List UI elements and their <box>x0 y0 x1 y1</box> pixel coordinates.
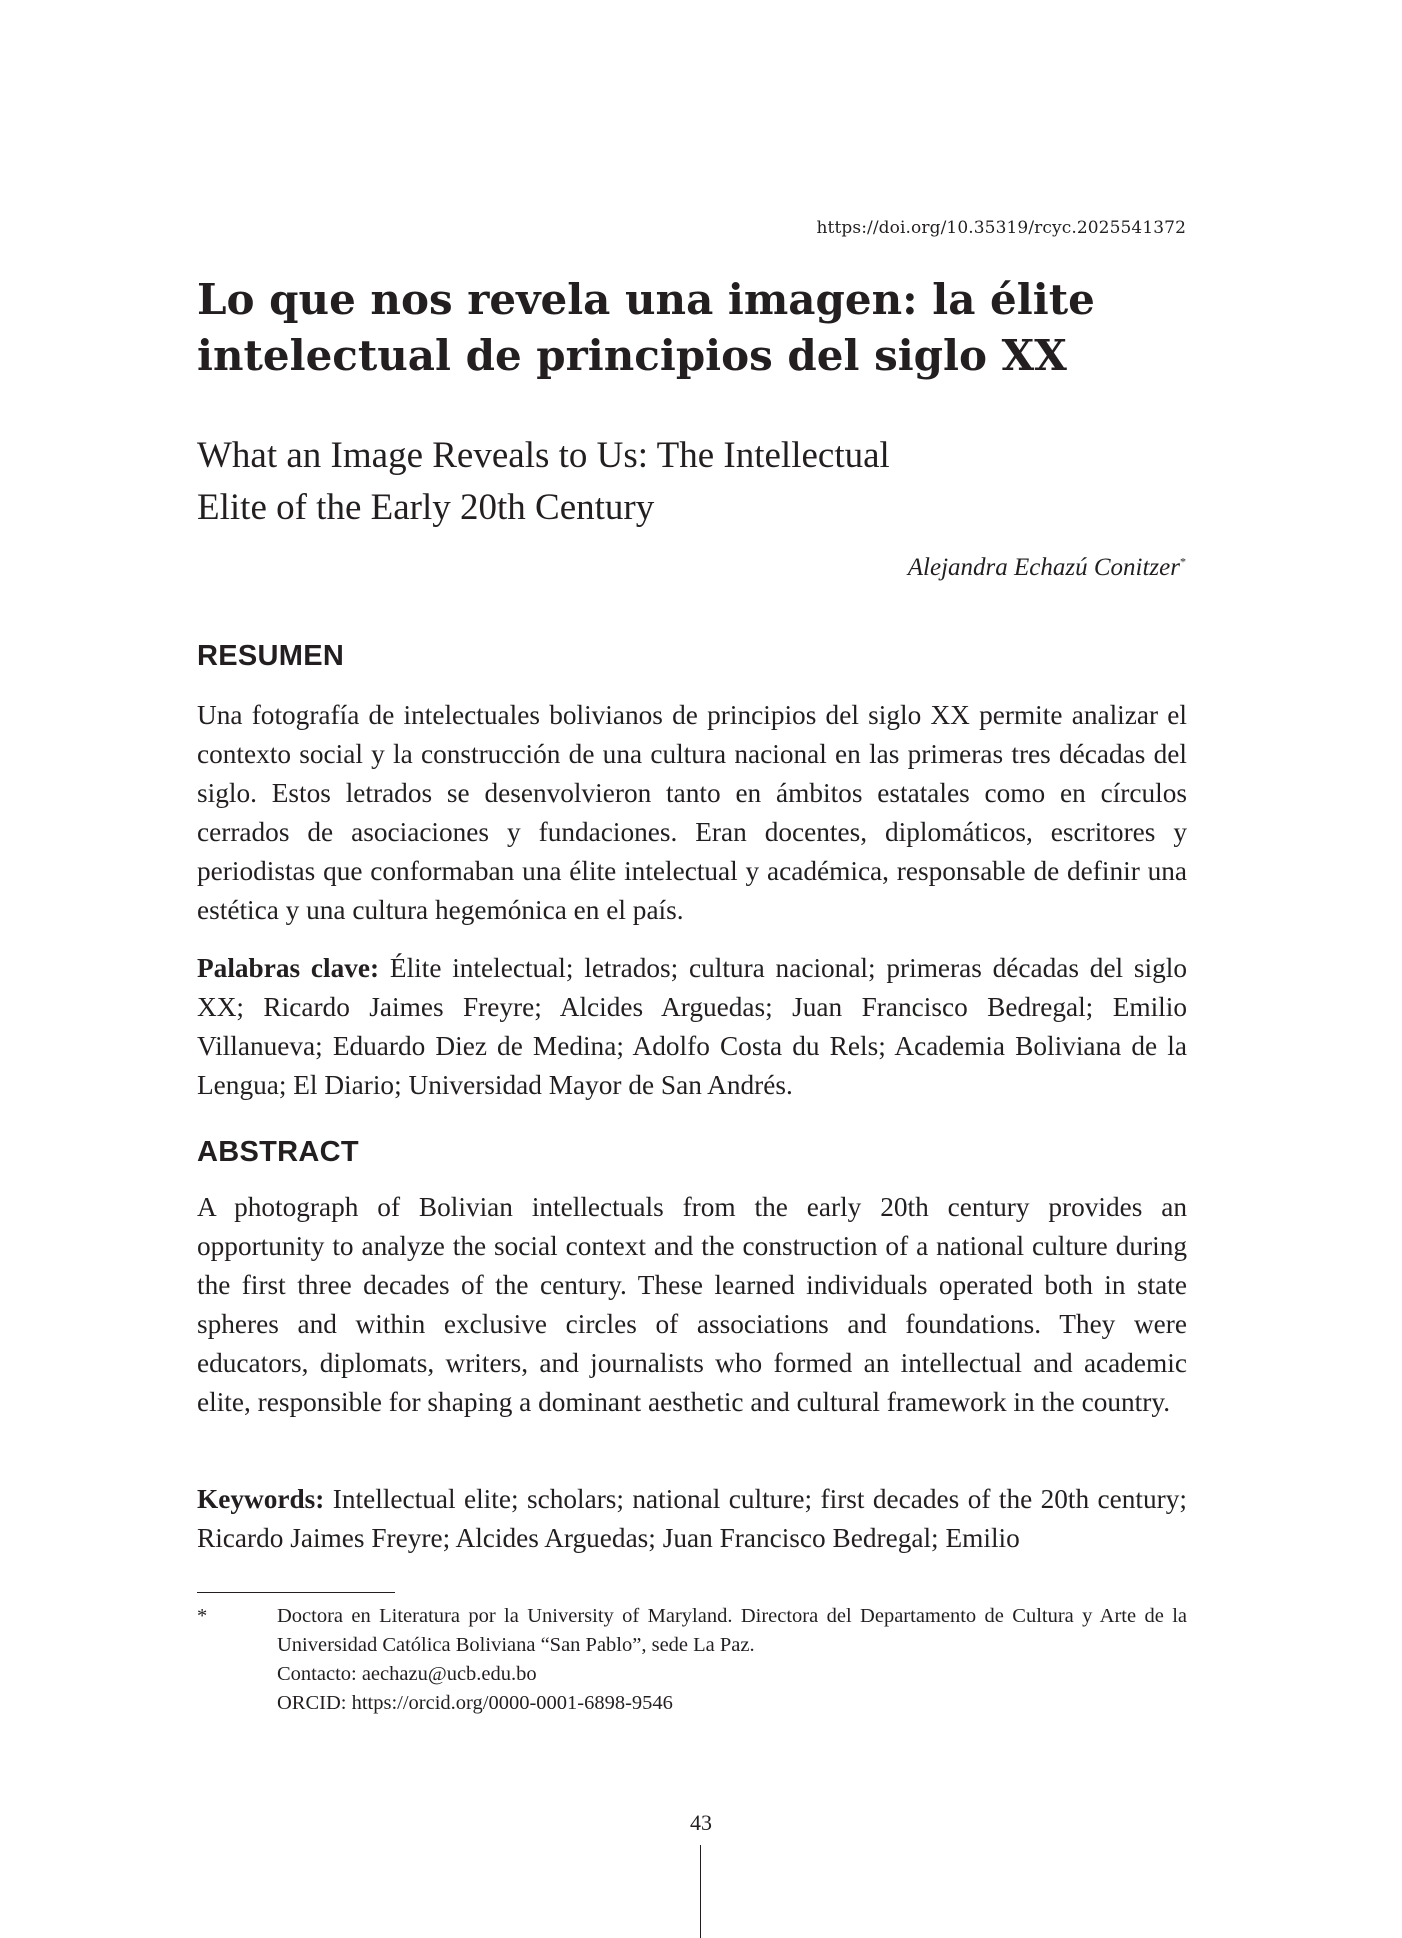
palabras-clave <box>197 949 1187 1105</box>
author-byline <box>908 554 1186 582</box>
footnote-contact[interactable]: Contacto: aechazu@ucb.edu.bo <box>277 1663 537 1685</box>
article-title <box>197 272 1097 384</box>
title-line-2: intelectual de principios del siglo XX <box>197 331 1067 380</box>
keywords-label: Keywords: <box>197 1484 325 1514</box>
keywords <box>197 1480 1187 1558</box>
palabras-clave-label: Palabras clave: <box>197 953 380 983</box>
doi-link[interactable]: https://doi.org/10.35319/rcyc.2025541372 <box>816 218 1186 238</box>
author-footnote-mark: * <box>1180 554 1186 569</box>
footnote-divider <box>197 1592 395 1593</box>
page-number: 43 <box>690 1810 712 1835</box>
resumen-text: Una fotografía de intelectuales bolivianos de principios del siglo XX permite analizar el contexto social y la construcción de una cultura nacional en las primeras tres décadas del siglo. Estos letrados se desenvolvieron tanto en ámbitos estatales como en círculos cerrados de asociaciones y fundaciones. Eran docentes, diplomáticos, escritores y periodistas que conformaban una élite intelectual y académica, responsable de definir una estética y una cultura hegemónica en el país. <box>197 700 1187 925</box>
author-name: Alejandra Echazú Conitzer <box>907 554 1180 581</box>
footnote-affiliation: Doctora en Literatura por la University of Maryland. Directora del Departamento de Cultura y Arte de la Universidad Católica Boliviana “San Pablo”, sede La Paz. <box>277 1605 1187 1656</box>
footnote-mark: * <box>197 1605 208 1627</box>
keywords-text: Intellectual elite; scholars; national culture; first decades of the 20th century; Ricardo Jaimes Freyre; Alcides Arguedas; Juan Francisco Bedregal; Emilio <box>197 1484 1187 1553</box>
subtitle-line-2: Elite of the Early 20th Century <box>197 487 655 528</box>
author-footnote <box>197 1602 1187 1718</box>
article-subtitle-english <box>197 430 1097 534</box>
palabras-clave-text: Élite intelectual; letrados; cultura nacional; primeras décadas del siglo XX; Ricardo Jaimes Freyre; Alcides Arguedas; Juan Francisco Bedregal; Emilio Villanueva; Eduardo Diez de Medina; Adolfo Costa du Rels; Academia Boliviana de la Lengua; El Diario; Universidad Mayor de San Andrés. <box>197 953 1188 1100</box>
subtitle-line-1: What an Image Reveals to Us: The Intellectual <box>197 435 890 476</box>
abstract-heading: ABSTRACT <box>197 1136 359 1168</box>
title-line-1: Lo que nos revela una imagen: la élite <box>197 275 1095 324</box>
abstract-text: A photograph of Bolivian intellectuals from the early 20th century provides an opportunity to analyze the social context and the construction of a national culture during the first three decades of the century. These learned individuals operated both in state spheres and within exclusive circles of associations and foundations. They were educators, diplomats, writers, and journalists who formed an intellectual and academic elite, responsible for shaping a dominant aesthetic and cultural framework in the country. <box>197 1192 1187 1417</box>
footnote-orcid[interactable]: ORCID: https://orcid.org/0000-0001-6898-9546 <box>277 1692 673 1714</box>
page-number-rule <box>700 1845 701 1938</box>
resumen-heading: RESUMEN <box>197 640 345 672</box>
